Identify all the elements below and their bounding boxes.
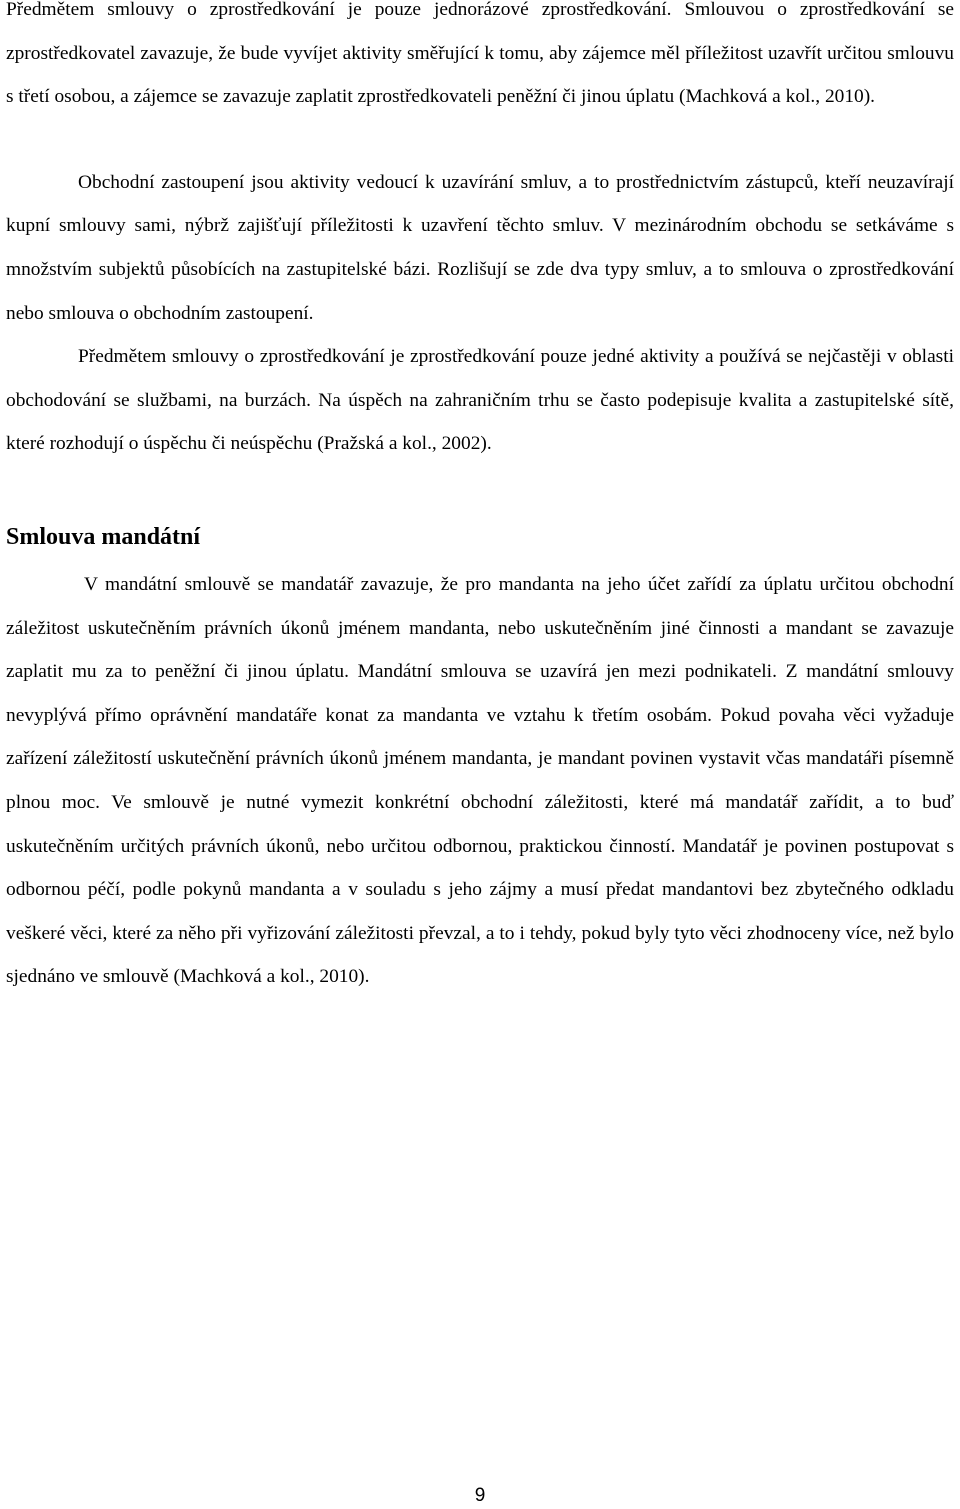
section-heading: Smlouva mandátní [6, 523, 201, 550]
page-number: 9 [474, 1485, 486, 1506]
paragraph-obchodni-zastoupeni: Obchodní zastoupení jsou aktivity vedoucí k uzavírání smluv, a to prostřednictvím zástupců, kteří neuzavírají kupní smlouvy sami, nýbrž zajišťují příležitosti k uzavření těchto smluv. V mezinárodním obchodu se setkáváme s množstvím subjektů působících na zastupitelské bázi. Rozlišují se zde dva typy smluv, a to smlouva o zprostředkování nebo smlouva o obchodním zastoupení. [6, 171, 954, 324]
document-page [6, 0, 954, 999]
paragraph-predmet-smlouvy: Předmětem smlouvy o zprostředkování je zprostředkování pouze jedné aktivity a používá se nejčastěji v oblasti obchodování se službami, na burzách. Na úspěch na zahraničním trhu se často podepisuje kvalita a zastupitelské sítě, které rozhodují o úspěchu či neúspěchu (Pražská a kol., 2002). [6, 346, 954, 455]
paragraph-zprostredkovani-definition: Předmětem smlouvy o zprostředkování je pouze jednorázové zprostředkování. Smlouvou o zprostředkování se zprostředkovatel zavazuje, že bude vyvíjet aktivity směřující k tomu, aby zájemce měl příležitost uzavřít určitou smlouvu s třetí osobou, a zájemce se zavazuje zaplatit zprostředkovateli peněžní či jinou úplatu (Machková a kol., 2010). [6, 0, 954, 108]
paragraph-smlouva-mandatni: V mandátní smlouvě se mandatář zavazuje, že pro mandanta na jeho účet zařídí za úplatu určitou obchodní záležitost uskutečněním právních úkonů jménem mandanta, nebo uskutečněním jiné činnosti a mandant se zavazuje zaplatit mu za to peněžní či jinou úplatu. Mandátní smlouva se uzavírá jen mezi podnikateli. Z mandátní smlouvy nevyplývá přímo oprávnění mandatáře konat za mandanta ve vztahu k třetím osobám. Pokud povaha věci vyžaduje zařízení záležitostí uskutečnění právních úkonů jménem mandanta, je mandant povinen vystavit včas mandatáři písemně plnou moc. Ve smlouvě je nutné vymezit konkrétní obchodní záležitosti, které má mandatář zařídit, a to buď uskutečněním určitých právních úkonů, nebo určitou odbornou, praktickou činností. Mandatář je povinen postupovat s odbornou péčí, podle pokynů mandanta a v souladu s jeho zájmy a musí předat mandantovi bez zbytečného odkladu veškeré věci, které za něho při vyřizování záležitosti převzal, a to i tehdy, pokud byly tyto věci zhodnoceny více, než bylo sjednáno ve smlouvě (Machková a kol., 2010). [6, 573, 954, 988]
